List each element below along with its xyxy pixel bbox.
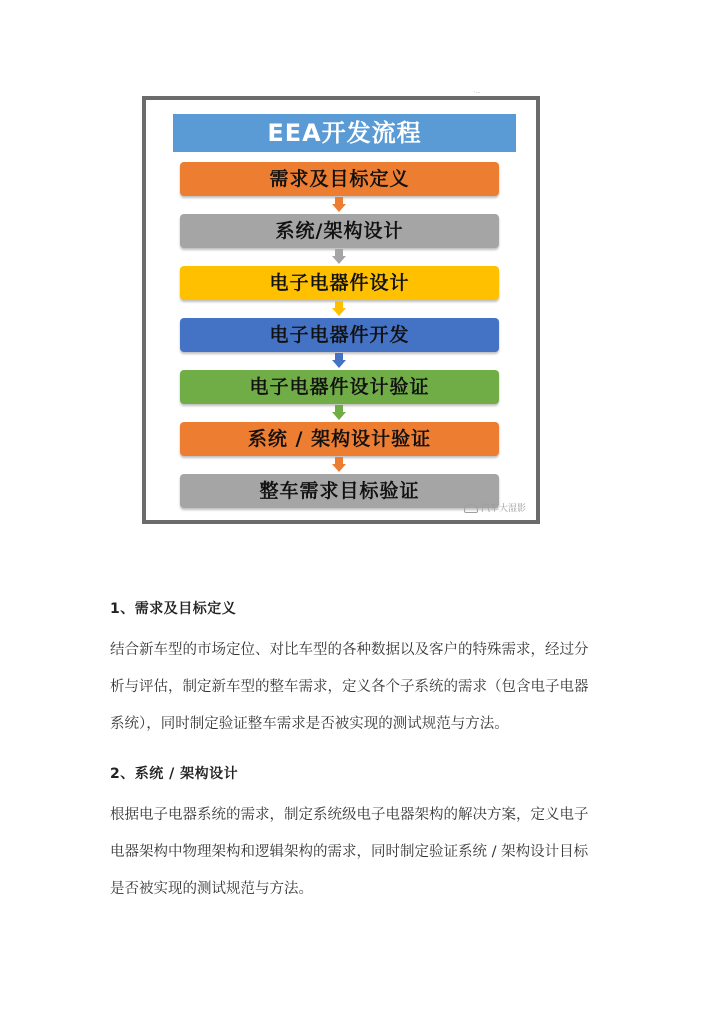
flow-step-3: 电子电器件设计 (180, 266, 499, 300)
paragraph-line: 电器架构中物理架构和逻辑架构的需求，同时制定验证系统 / 架构设计目标 (110, 844, 589, 860)
down-arrow-icon (332, 301, 346, 317)
down-arrow-icon (332, 353, 346, 369)
watermark-text: 汽车大湿影 (480, 504, 526, 514)
flow-step-1: 需求及目标定义 (180, 162, 499, 196)
paragraph-line: 根据电子电器系统的需求，制定系统级电子电器架构的解决方案，定义电子 (110, 807, 589, 823)
paragraph-line: 是否被实现的测试规范与方法。 (110, 881, 313, 897)
flow-step-6: 系统 / 架构设计验证 (180, 422, 499, 456)
flow-step-5: 电子电器件设计验证 (180, 370, 499, 404)
section-heading-2: 2、系统 / 架构设计 (110, 766, 239, 782)
paragraph-line: 系统），同时制定验证整车需求是否被实现的测试规范与方法。 (110, 716, 509, 732)
down-arrow-icon (332, 457, 346, 473)
paragraph-line: 结合新车型的市场定位、对比车型的各种数据以及客户的特殊需求，经过分 (110, 642, 589, 658)
paragraph-line: 析与评估，制定新车型的整车需求，定义各个子系统的需求（包含电子电器 (110, 679, 589, 695)
wechat-icon (464, 504, 478, 513)
flow-step-2: 系统/架构设计 (180, 214, 499, 248)
flow-step-7: 整车需求目标验证 (180, 474, 499, 508)
flowchart-title: EEA开发流程 (173, 114, 516, 152)
section-paragraph-1 (110, 632, 615, 743)
section-paragraph-2 (110, 797, 615, 908)
flow-step-4: 电子电器件开发 (180, 318, 499, 352)
down-arrow-icon (332, 405, 346, 421)
image-mark: ·… (474, 89, 481, 95)
watermark (464, 501, 526, 514)
down-arrow-icon (332, 197, 346, 213)
eea-flowchart-image (142, 96, 540, 524)
down-arrow-icon (332, 249, 346, 265)
section-heading-1: 1、需求及目标定义 (110, 601, 237, 617)
